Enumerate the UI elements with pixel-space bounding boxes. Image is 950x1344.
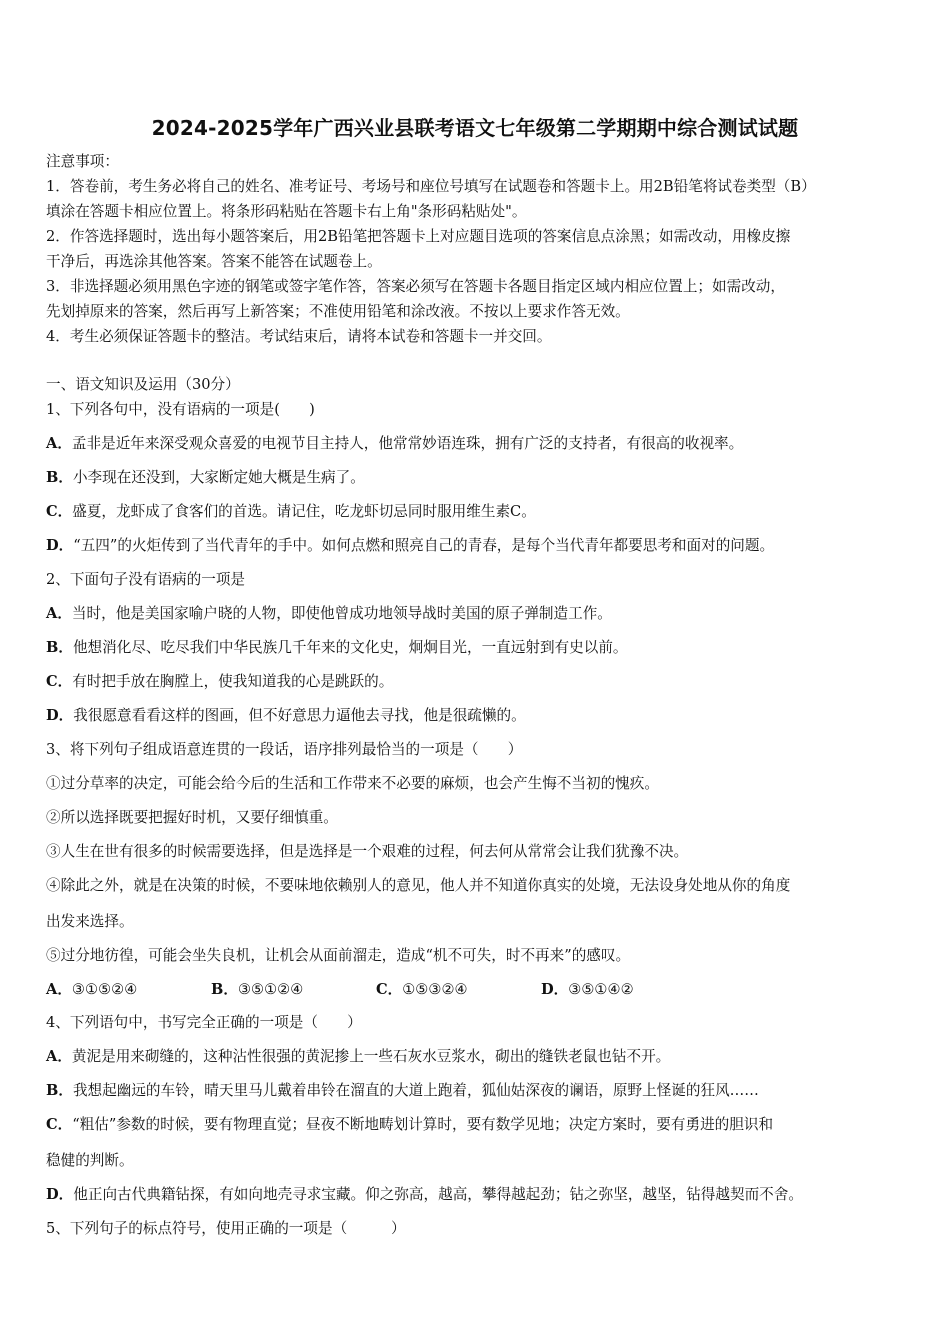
- q3-sentence-1: ①过分草率的决定，可能会给今后的生活和工作带来不必要的麻烦，也会产生悔不当初的愧疚。: [46, 775, 659, 792]
- q3-option-d: D．③⑤①④②: [541, 981, 634, 998]
- q3-sentence-4: ④除此之外，就是在决策的时候，不要味地依赖别人的意见，他人并不知道你真实的处境，无法设身处地从你的角度: [46, 877, 791, 894]
- section-heading: 一、语文知识及运用（30分）: [46, 376, 240, 393]
- notice-line-6: 先划掉原来的答案，然后再写上新答案；不准使用铅笔和涂改液。不按以上要求作答无效。: [46, 303, 630, 320]
- q4-option-c-cont: 稳健的判断。: [46, 1152, 134, 1169]
- q1-option-b: B．小李现在还没到，大家断定她大概是生病了。: [46, 469, 365, 486]
- notice-line-4: 干净后，再选涂其他答案。答案不能答在试题卷上。: [46, 253, 382, 270]
- notice-heading: 注意事项：: [46, 153, 119, 170]
- notice-line-5: 3．非选择题必须用黑色字迹的钢笔或签字笔作答，答案必须写在答题卡各题目指定区域内相应位置上；如需改动，: [46, 278, 785, 295]
- notice-line-3: 2．作答选择题时，选出每小题答案后，用2B铅笔把答题卡上对应题目选项的答案信息点涂黑；如需改动，用橡皮擦: [46, 228, 791, 245]
- q3-option-c: C．①⑤③②④: [376, 981, 468, 998]
- q3-option-b: B．③⑤①②④: [211, 981, 304, 998]
- q1-option-a: A．孟非是近年来深受观众喜爱的电视节目主持人，他常常妙语连珠，拥有广泛的支持者，有很高的收视率。: [46, 435, 744, 452]
- q2-option-b: B．他想消化尽、吃尽我们中华民族几千年来的文化史，炯炯目光，一直远射到有史以前。: [46, 639, 628, 656]
- q1-stem: 1、下列各句中，没有语病的一项是( ): [46, 401, 315, 418]
- q4-option-b: B．我想起幽远的车铃，晴天里马儿戴着串铃在溜直的大道上跑着，狐仙姑深夜的谰语，原野上怪诞的狂风……: [46, 1082, 759, 1099]
- q4-option-d: D．他正向古代典籍钻探，有如向地壳寻求宝藏。仰之弥高，越高，攀得越起劲；钻之弥坚，越坚，钻得越契而不舍。: [46, 1186, 803, 1203]
- page-title: 2024-2025学年广西兴业县联考语文七年级第二学期期中综合测试试题: [151, 116, 799, 140]
- notice-line-7: 4．考生必须保证答题卡的整洁。考试结束后，请将本试卷和答题卡一并交回。: [46, 328, 552, 345]
- notice-line-1: 1．答卷前，考生务必将自己的姓名、准考证号、考场号和座位号填写在试题卷和答题卡上。用2B铅笔将试卷类型（B）: [46, 178, 816, 195]
- q1-option-c: C．盛夏，龙虾成了食客们的首选。请记住，吃龙虾切忌同时服用维生素C。: [46, 503, 536, 520]
- q3-sentence-3: ③人生在世有很多的时候需要选择，但是选择是一个艰难的过程，何去何从常常会让我们犹豫不决。: [46, 843, 689, 860]
- q1-option-d: D．“五四”的火炬传到了当代青年的手中。如何点燃和照亮自己的青春，是每个当代青年都要思考和面对的问题。: [46, 537, 775, 554]
- q3-sentence-2: ②所以选择既要把握好时机，又要仔细慎重。: [46, 809, 338, 826]
- notice-line-2: 填涂在答题卡相应位置上。将条形码粘贴在答题卡右上角"条形码粘贴处"。: [46, 203, 527, 220]
- q2-option-d: D．我很愿意看看这样的图画，但不好意思力逼他去寻找，他是很疏懒的。: [46, 707, 526, 724]
- q2-option-a: A．当时，他是美国家喻户晓的人物，即使他曾成功地领导战时美国的原子弹制造工作。: [46, 605, 612, 622]
- q3-sentence-5: ⑤过分地彷徨，可能会坐失良机，让机会从面前溜走，造成“机不可失，时不再来”的感叹。: [46, 947, 631, 964]
- q2-stem: 2、下面句子没有语病的一项是: [46, 571, 246, 588]
- q5-stem: 5、下列句子的标点符号，使用正确的一项是（ ）: [46, 1220, 406, 1237]
- q4-option-c: C．“粗估”参数的时候，要有物理直觉；昼夜不断地畴划计算时，要有数学见地；决定方案时，要有勇进的胆识和: [46, 1116, 774, 1133]
- q4-stem: 4、下列语句中，书写完全正确的一项是（ ）: [46, 1014, 362, 1031]
- q3-stem: 3、将下列句子组成语意连贯的一段话，语序排列最恰当的一项是（ ）: [46, 741, 523, 758]
- q3-option-a: A．③①⑤②④: [46, 981, 138, 998]
- q3-sentence-4-cont: 出发来选择。: [46, 913, 134, 930]
- q4-option-a: A．黄泥是用来砌缝的，这种沾性很强的黄泥掺上一些石灰水豆浆水，砌出的缝铁老鼠也钻不开。: [46, 1048, 671, 1065]
- q2-option-c: C．有时把手放在胸膛上，使我知道我的心是跳跃的。: [46, 673, 394, 690]
- q3-options: [46, 980, 706, 1000]
